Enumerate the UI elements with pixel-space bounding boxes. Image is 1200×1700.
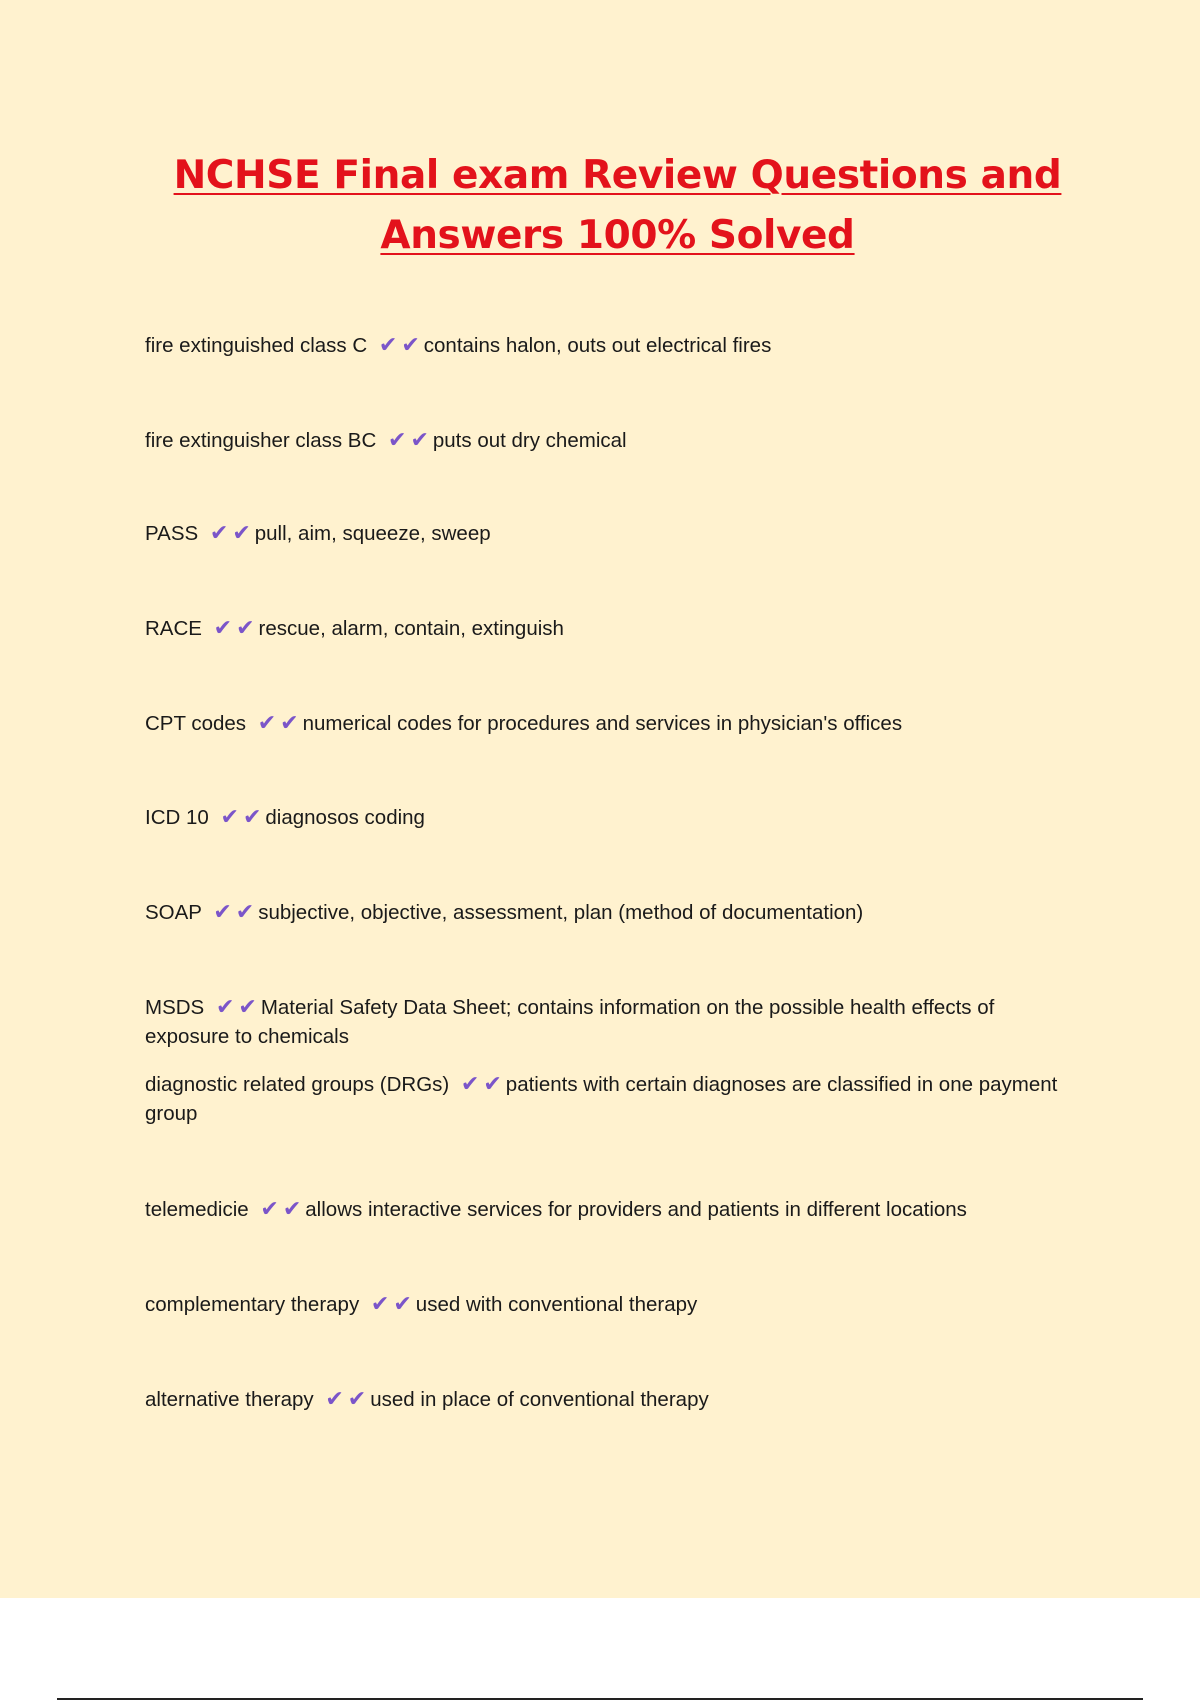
check-icon: ✔ [483, 1071, 502, 1096]
qa-term: diagnostic related groups (DRGs) [145, 1073, 450, 1096]
qa-term: telemedicie [145, 1198, 249, 1221]
qa-answer: pull, aim, squeeze, sweep [254, 522, 491, 545]
page-title [150, 146, 1085, 266]
check-icon: ✔ [215, 994, 235, 1019]
check-icon: ✔ [388, 427, 407, 452]
check-icon: ✔ [370, 1291, 390, 1316]
check-icon: ✔ [393, 1291, 412, 1316]
check-icon: ✔ [325, 1386, 344, 1411]
qa-answer: Material Safety Data Sheet; contains information on the possible health effects of exposure to chemicals [145, 996, 995, 1048]
check-icon: ✔ [209, 520, 229, 545]
title-line-2: Answers 100% Solved [380, 213, 855, 258]
qa-answer: diagnosos coding [265, 806, 425, 829]
check-icon: ✔ [232, 520, 251, 545]
check-icon: ✔ [280, 710, 299, 735]
qa-term: RACE [145, 617, 202, 640]
qa-answer: contains halon, outs out electrical fires [423, 334, 772, 357]
check-icon: ✔ [401, 332, 420, 357]
check-icon: ✔ [282, 1196, 302, 1221]
check-icon: ✔ [410, 427, 429, 452]
check-icon: ✔ [242, 804, 262, 829]
qa-item [145, 425, 1075, 455]
title-line-1: NCHSE Final exam Review Questions and [173, 153, 1062, 198]
check-icon: ✔ [260, 1196, 279, 1221]
qa-term: SOAP [145, 901, 202, 924]
qa-term: alternative therapy [145, 1388, 314, 1411]
qa-term: fire extinguished class C [145, 334, 368, 357]
qa-term: complementary therapy [145, 1293, 360, 1316]
check-icon: ✔ [220, 804, 239, 829]
qa-answer: puts out dry chemical [432, 429, 627, 452]
qa-answer: patients with certain diagnoses are classified in one payment group [145, 1073, 1058, 1125]
qa-item [145, 518, 1075, 548]
qa-item [145, 897, 1075, 927]
check-icon: ✔ [460, 1071, 480, 1096]
qa-item [145, 992, 1075, 1051]
check-icon: ✔ [378, 332, 398, 357]
qa-term: fire extinguisher class BC [145, 429, 377, 452]
qa-term: ICD 10 [145, 806, 209, 829]
qa-answer: used with conventional therapy [415, 1293, 698, 1316]
qa-answer: rescue, alarm, contain, extinguish [258, 617, 564, 640]
check-icon: ✔ [236, 615, 255, 640]
qa-item [145, 1069, 1075, 1128]
qa-item [145, 708, 1075, 738]
qa-answer: allows interactive services for providers and patients in different locations [305, 1198, 967, 1221]
qa-answer: numerical codes for procedures and services in physician's offices [302, 712, 903, 735]
qa-answer: subjective, objective, assessment, plan (method of documentation) [258, 901, 864, 924]
qa-term: MSDS [145, 996, 205, 1019]
qa-item [145, 1289, 1075, 1319]
check-icon: ✔ [347, 1386, 367, 1411]
qa-item [145, 1384, 1075, 1414]
qa-item [145, 802, 1075, 832]
qa-answer: used in place of conventional therapy [370, 1388, 709, 1411]
qa-item [145, 613, 1075, 643]
check-icon: ✔ [238, 994, 257, 1019]
qa-term: PASS [145, 522, 199, 545]
check-icon: ✔ [257, 710, 277, 735]
qa-term: CPT codes [145, 712, 247, 735]
check-icon: ✔ [213, 615, 233, 640]
qa-item [145, 1194, 1075, 1224]
qa-item [145, 330, 1075, 360]
check-icon: ✔ [213, 899, 232, 924]
check-icon: ✔ [235, 899, 255, 924]
